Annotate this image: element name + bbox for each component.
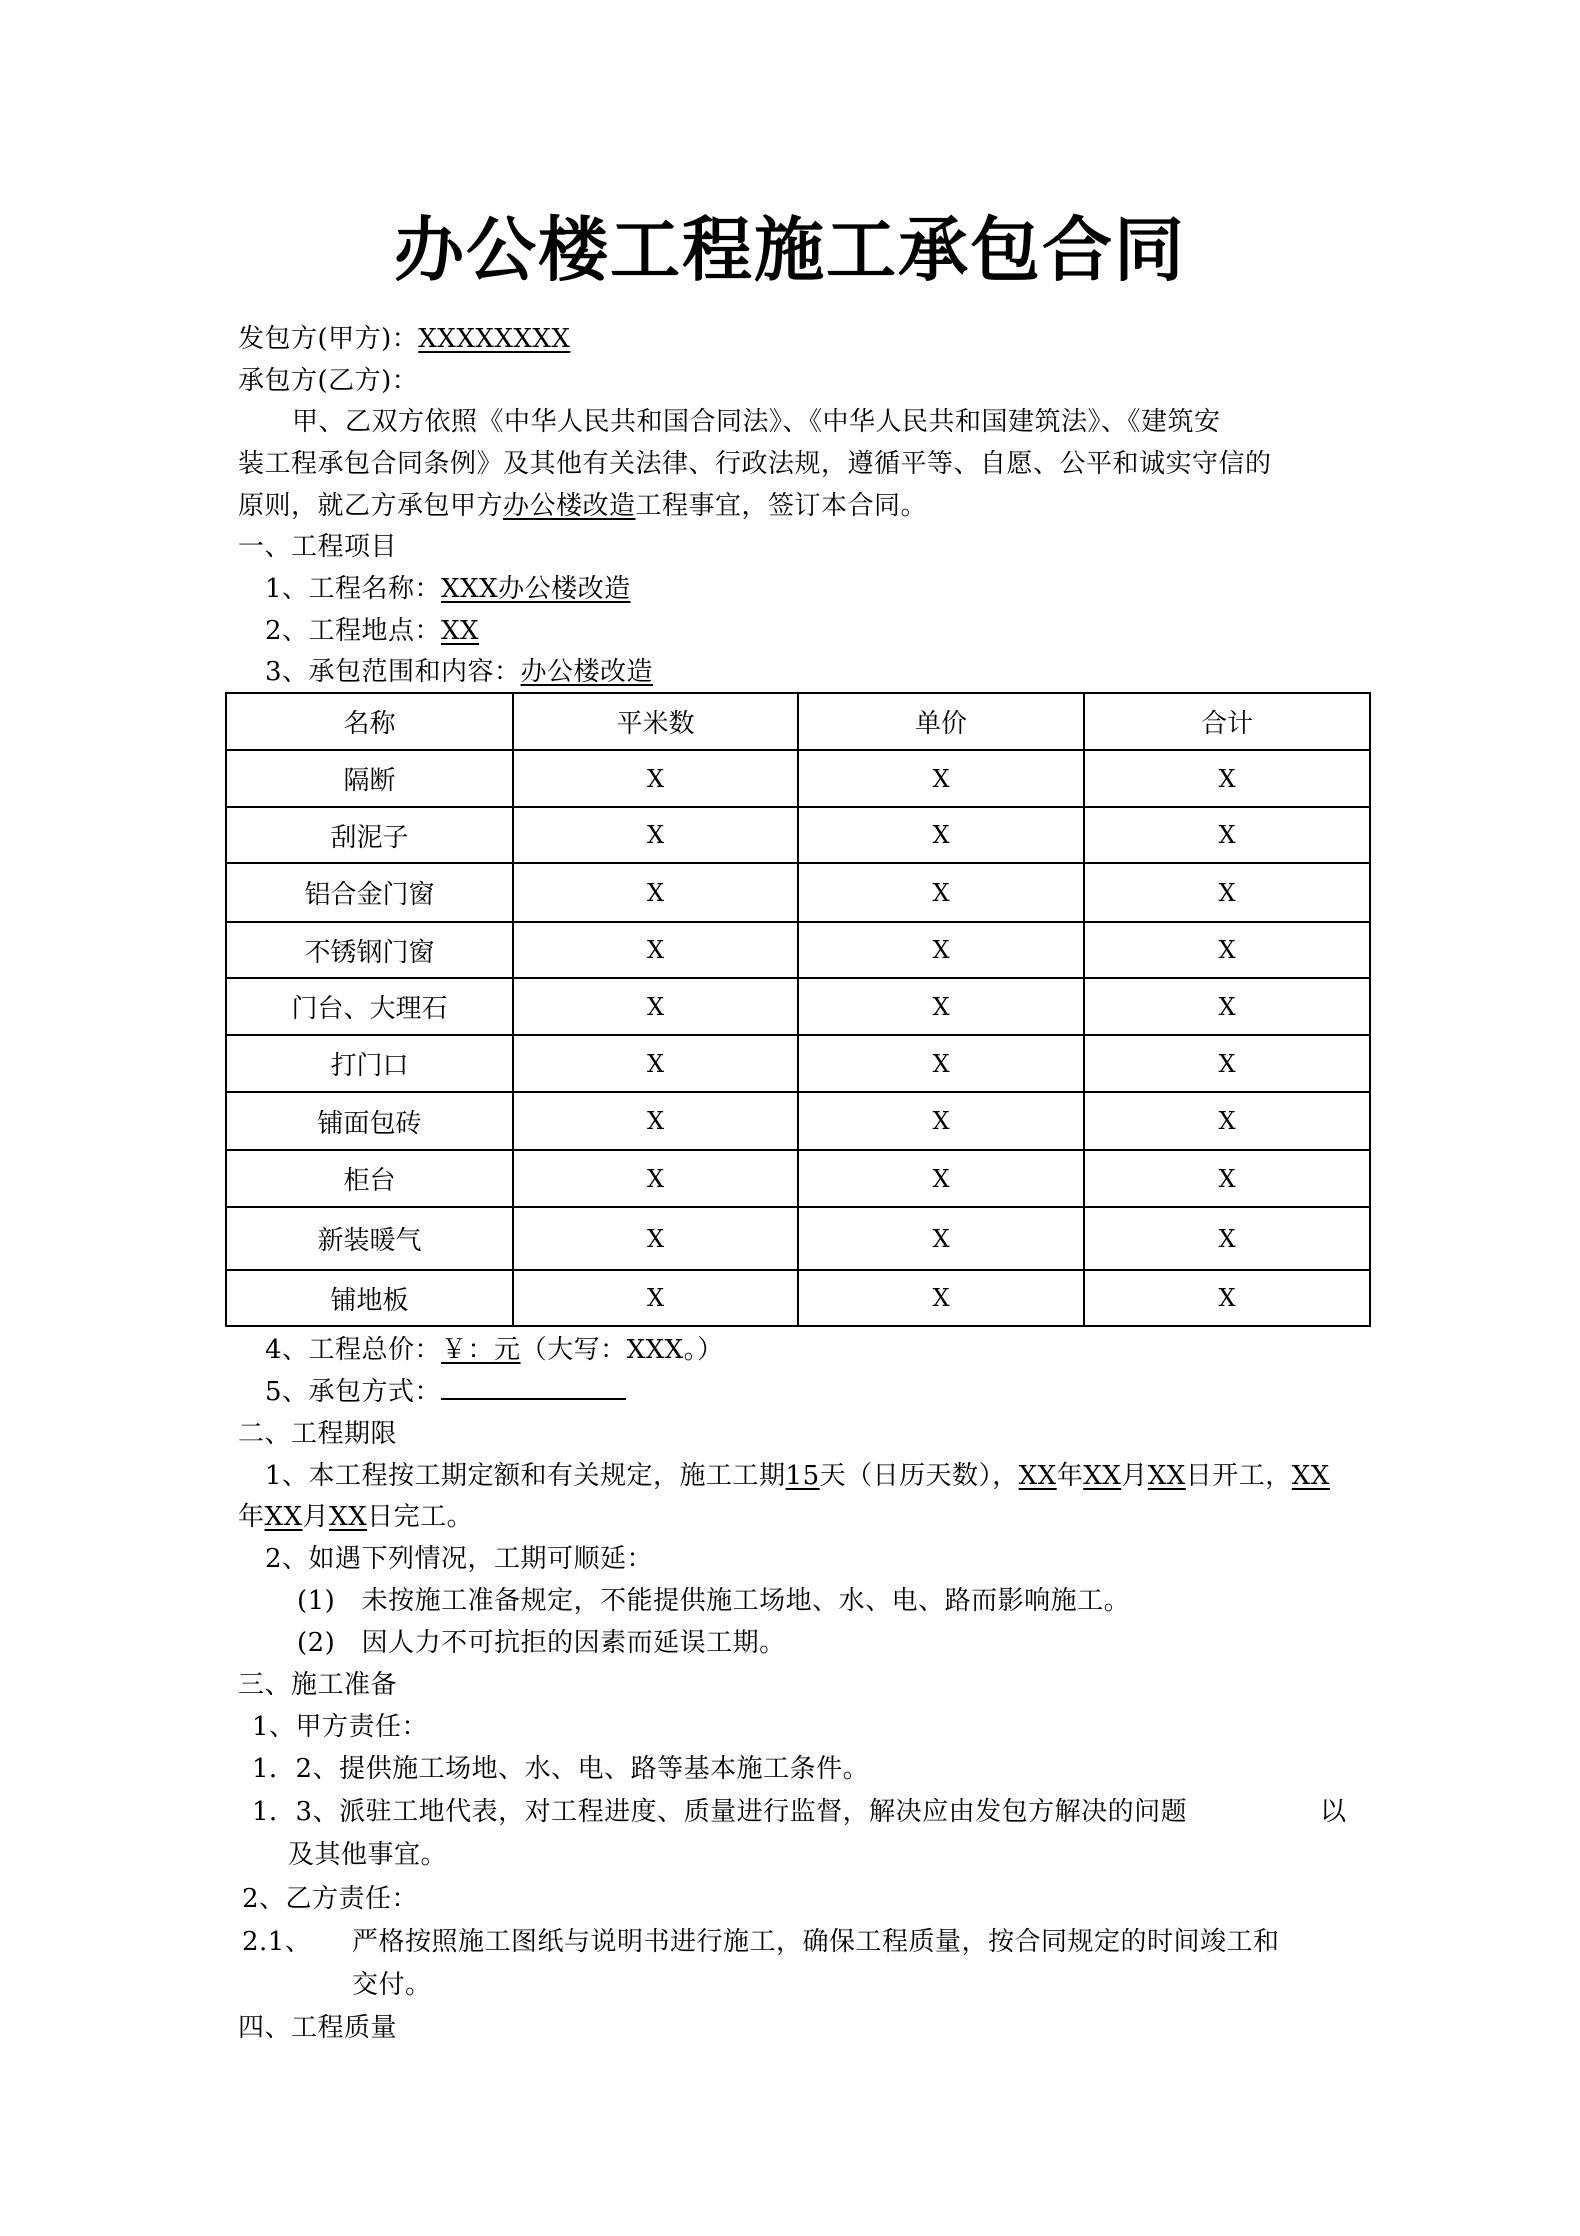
table-row: [226, 922, 1370, 978]
extension-case-1: [297, 1584, 1130, 1618]
preamble-line-2: 装工程承包合同条例》及其他有关法律、行政法规，遵循平等、自愿、公平和诚实守信的: [238, 449, 1272, 479]
duration-text: 年: [238, 1502, 265, 1532]
table-row: [226, 807, 1370, 863]
item-name: 隔断: [226, 750, 513, 807]
item-unit-price: X: [798, 1207, 1084, 1270]
item-name: 不锈钢门窗: [226, 922, 513, 978]
case-number: (1): [297, 1586, 336, 1616]
item-name: 柜台: [226, 1150, 513, 1207]
duration-line-2: [238, 1500, 473, 1534]
item-name: 铺面包砖: [226, 1092, 513, 1150]
total-price-label: 4、工程总价：: [265, 1335, 442, 1365]
duration-text: 日开工，: [1185, 1461, 1292, 1491]
party-a-duties-label: 1、甲方责任：: [252, 1712, 429, 1742]
table-row: [226, 1150, 1370, 1207]
preamble-line-3: [238, 489, 927, 523]
item-total: X: [1084, 978, 1370, 1035]
contract-method-label: 5、承包方式：: [265, 1377, 442, 1407]
preamble-line-1: 甲、乙双方依照《中华人民共和国合同法》、《中华人民共和国建筑法》、《建筑安: [292, 407, 1221, 437]
party-b-line: [238, 364, 418, 398]
items-table: [225, 692, 1371, 1327]
party-b-duty-2-1-cont: 交付。: [352, 1970, 432, 2000]
header-total: 合计: [1084, 693, 1370, 750]
item-total: X: [1084, 750, 1370, 807]
item-area: X: [513, 807, 798, 863]
party-a-line: [238, 322, 570, 356]
start-year: XX: [1018, 1461, 1057, 1491]
item-name: 铝合金门窗: [226, 863, 513, 922]
duration-text: 天（日历天数），: [819, 1461, 1019, 1491]
start-month: XX: [1083, 1461, 1122, 1491]
item-total: X: [1084, 863, 1370, 922]
project-location-value: XX: [441, 616, 480, 646]
item-unit-price: X: [798, 750, 1084, 807]
party-a-label: 发包方(甲方)：: [238, 324, 419, 354]
item-total: X: [1084, 1035, 1370, 1092]
header-unit-price: 单价: [798, 693, 1084, 750]
duration-line-1: [265, 1459, 1330, 1493]
item-total: X: [1084, 1207, 1370, 1270]
item-unit-price: X: [798, 978, 1084, 1035]
party-a-duty-1-3-tail: 以: [1320, 1797, 1347, 1827]
party-b-duty-2-1-text: 严格按照施工图纸与说明书进行施工，确保工程质量，按合同规定的时间竣工和: [352, 1927, 1280, 1957]
table-header-row: [226, 693, 1370, 750]
case-text: 未按施工准备规定，不能提供施工场地、水、电、路而影响施工。: [361, 1586, 1131, 1616]
end-day: XX: [329, 1502, 368, 1532]
item-unit-price: X: [798, 1035, 1084, 1092]
total-price-words: （大写：XXX。）: [520, 1335, 724, 1365]
project-location-line: [265, 614, 479, 648]
item-unit-price: X: [798, 807, 1084, 863]
section-4-heading: 四、工程质量: [238, 2013, 398, 2043]
duration-text: 月: [1121, 1461, 1148, 1491]
project-location-label: 2、工程地点：: [265, 616, 442, 646]
item-area: X: [513, 1270, 798, 1326]
item-name: 门台、大理石: [226, 978, 513, 1035]
item-name: 刮泥子: [226, 807, 513, 863]
party-b-duty-2-1: [242, 1925, 311, 1959]
party-a-duty-1-2: 1．2、提供施工场地、水、电、路等基本施工条件。: [252, 1754, 870, 1784]
document-title: 办公楼工程施工承包合同: [394, 208, 1186, 291]
table-row: [226, 978, 1370, 1035]
total-price-line: [265, 1333, 724, 1367]
header-name: 名称: [226, 693, 513, 750]
table-row: [226, 863, 1370, 922]
project-name-label: 1、工程名称：: [265, 574, 442, 604]
duration-text: 1、本工程按工期定额和有关规定，施工工期: [265, 1461, 786, 1491]
item-area: X: [513, 978, 798, 1035]
scope-label: 3、承包范围和内容：: [265, 657, 521, 687]
item-unit-price: X: [798, 1270, 1084, 1326]
extension-case-2: [297, 1626, 786, 1660]
section-2-heading: 二、工程期限: [238, 1419, 398, 1449]
item-total: X: [1084, 807, 1370, 863]
start-day: XX: [1147, 1461, 1186, 1491]
duty-text: 1．3、派驻工地代表，对工程进度、质量进行监督，解决应由发包方解决的问题: [252, 1797, 1188, 1827]
preamble-project: 办公楼改造: [503, 491, 636, 521]
item-total: X: [1084, 1092, 1370, 1150]
party-b-label: 承包方(乙方)：: [238, 366, 419, 396]
party-b-duties-label: 2、乙方责任：: [242, 1884, 419, 1914]
item-area: X: [513, 1150, 798, 1207]
preamble-text-end: 工程事宜，签订本合同。: [635, 491, 928, 521]
scope-line: [265, 655, 653, 689]
total-price-value: ￥：元: [441, 1335, 521, 1365]
item-unit-price: X: [798, 863, 1084, 922]
section-1-heading: 一、工程项目: [238, 532, 398, 562]
end-month: XX: [264, 1502, 303, 1532]
duty-number: 2.1、: [242, 1927, 312, 1957]
item-area: X: [513, 1207, 798, 1270]
duration-text: 日完工。: [367, 1502, 474, 1532]
party-a-duty-1-3-cont: 及其他事宜。: [288, 1840, 448, 1870]
item-unit-price: X: [798, 922, 1084, 978]
table-row: [226, 1270, 1370, 1326]
item-area: X: [513, 863, 798, 922]
preamble-text: 原则，就乙方承包甲方: [238, 491, 504, 521]
project-name-value: XXX办公楼改造: [441, 574, 631, 604]
extension-intro: 2、如遇下列情况，工期可顺延：: [265, 1544, 654, 1574]
duration-text: 月: [302, 1502, 330, 1532]
end-year: XX: [1291, 1461, 1330, 1491]
table-row: [226, 1035, 1370, 1092]
item-total: X: [1084, 1150, 1370, 1207]
item-area: X: [513, 750, 798, 807]
item-total: X: [1084, 1270, 1370, 1326]
item-unit-price: X: [798, 1092, 1084, 1150]
party-a-value: XXXXXXXX: [418, 324, 571, 354]
table-row: [226, 750, 1370, 807]
item-area: X: [513, 1035, 798, 1092]
item-name: 新装暖气: [226, 1207, 513, 1270]
item-area: X: [513, 922, 798, 978]
item-area: X: [513, 1092, 798, 1150]
item-unit-price: X: [798, 1150, 1084, 1207]
case-number: (2): [297, 1628, 336, 1658]
contract-method-blank: [441, 1376, 626, 1400]
item-total: X: [1084, 922, 1370, 978]
item-name: 打门口: [226, 1035, 513, 1092]
project-name-line: [265, 572, 631, 606]
table-row: [226, 1092, 1370, 1150]
case-text: 因人力不可抗拒的因素而延误工期。: [361, 1628, 786, 1658]
duration-text: 年: [1056, 1461, 1084, 1491]
duration-days: 15: [785, 1461, 820, 1491]
table-row: [226, 1207, 1370, 1270]
contract-method-line: [265, 1375, 626, 1409]
header-area: 平米数: [513, 693, 798, 750]
scope-value: 办公楼改造: [520, 657, 654, 687]
section-3-heading: 三、施工准备: [238, 1670, 398, 1700]
party-a-duty-1-3: [252, 1795, 1187, 1829]
item-name: 铺地板: [226, 1270, 513, 1326]
